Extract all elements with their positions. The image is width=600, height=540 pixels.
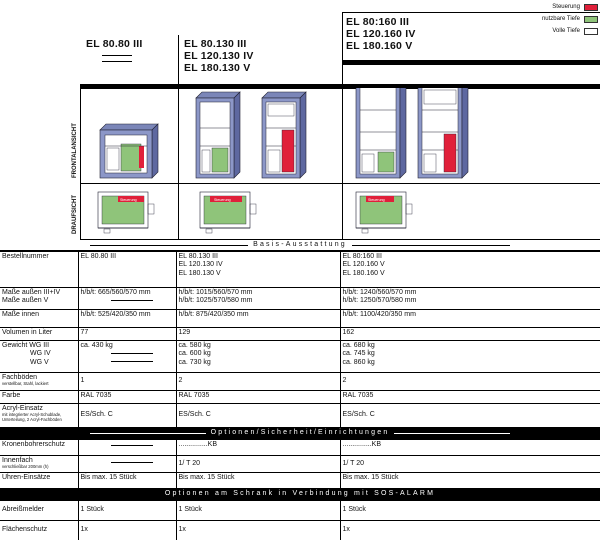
cell	[340, 252, 600, 288]
table-row	[0, 310, 600, 328]
cell: ES/Sch. C	[176, 404, 340, 428]
label-line: WG V	[30, 358, 49, 366]
cell-line: EL 180.130 V	[178, 269, 221, 277]
cell	[176, 252, 340, 288]
cell: 1 Stück	[78, 501, 176, 521]
label-line: Maße außen III+IV	[2, 289, 61, 296]
cell: 1x	[176, 521, 340, 540]
section-title: Optionen/Sicherheit/Einrichtungen	[206, 429, 395, 436]
cell	[78, 341, 176, 373]
cell	[176, 341, 340, 373]
cell: Bis max. 15 Stück	[78, 473, 176, 489]
divider	[102, 55, 132, 56]
table-row	[0, 373, 600, 391]
cell-line: EL 120.130 IV	[178, 261, 223, 269]
row-label: Bestellnummer	[0, 252, 78, 288]
topview-label: Steuerung	[368, 198, 385, 202]
row-label	[0, 456, 78, 473]
cabinet-front-col3-b	[418, 88, 468, 178]
table-row	[0, 501, 600, 521]
topview-label: Steuerung	[214, 198, 231, 202]
row-label: Kronenbohrerschutz	[0, 440, 78, 456]
label-sub: verstellbar, Stahl, lackiert	[2, 381, 49, 387]
cabinet-front-col1	[100, 124, 158, 178]
cell: 1/ T 20	[340, 456, 600, 473]
legend-label: nutzbare Tiefe	[541, 16, 580, 22]
cell: 1 Stück	[176, 501, 340, 521]
cell: 162	[340, 328, 600, 341]
cell: RAL 7035	[176, 391, 340, 404]
row-label: Abreißmelder	[0, 501, 78, 521]
model-col1	[86, 38, 143, 62]
divider	[111, 462, 153, 463]
cell-line: EL 80:160 III	[342, 253, 382, 260]
cell: Bis max. 15 Stück	[340, 473, 600, 489]
row-label: Volumen in Liter	[0, 328, 78, 341]
model-name: EL 80.130 III	[184, 38, 247, 50]
table-row	[0, 391, 600, 404]
table-row	[0, 440, 600, 456]
cell: h/b/t: 875/420/350 mm	[176, 310, 340, 328]
divider	[178, 35, 179, 87]
section-title: Optionen am Schrank in Verbindung mit SOS-ALARM	[160, 490, 440, 497]
cell-line: EL 80.130 III	[178, 253, 218, 260]
cell-line: ca. 600 kg	[178, 350, 211, 358]
cell: RAL 7035	[340, 391, 600, 404]
cell	[340, 341, 600, 373]
label-sub: verschließbar 200mm (h)	[2, 464, 49, 470]
model-header	[0, 0, 600, 88]
table-row	[0, 328, 600, 341]
row-label: Uhren-Einsätze	[0, 473, 78, 489]
cell: 2	[176, 373, 340, 391]
label-line: Acryl-Einsatz	[2, 405, 43, 412]
cell: 1	[78, 373, 176, 391]
table-row	[0, 456, 600, 473]
cell-line: h/b/t: 665/560/570 mm	[80, 289, 151, 296]
model-name: EL 180.130 V	[184, 62, 251, 74]
legend-label: Steuerung	[552, 4, 580, 10]
header-bar	[342, 60, 600, 65]
cell-line: ca. 430 kg	[80, 342, 113, 349]
model-name: EL 180.160 V	[346, 40, 413, 52]
section-title: Basis-Ausstattung	[248, 241, 352, 248]
cell: ES/Sch. C	[340, 404, 600, 428]
section-basis	[0, 240, 600, 252]
table-row	[0, 252, 600, 288]
cell-line: h/b/t: 1025/570/580 mm	[178, 297, 253, 305]
row-label	[0, 288, 78, 310]
label-line: Fachböden	[2, 374, 38, 381]
cell-line: EL 180.160 V	[342, 269, 385, 277]
cell: EL 80.80 III	[78, 252, 176, 288]
cabinet-front-col3-a	[356, 88, 406, 178]
cell-line: ca. 860 kg	[342, 358, 375, 366]
cell: h/b/t: 1100/420/350 mm	[340, 310, 600, 328]
cell: 129	[176, 328, 340, 341]
model-name: EL 80:160 III	[346, 16, 410, 28]
legend-label: Volle Tiefe	[552, 28, 580, 34]
cell-line: ca. 730 kg	[178, 358, 211, 366]
cabinet-front-col2-b	[262, 92, 306, 178]
row-label: Farbe	[0, 391, 78, 404]
label-line: Innenfach	[2, 457, 33, 464]
side-label-front: FRONTALANSICHT	[72, 123, 78, 178]
section-sos	[0, 489, 600, 501]
model-name: EL 80.80 III	[86, 38, 143, 50]
table-row	[0, 473, 600, 489]
cell	[78, 288, 176, 310]
label-line: Maße außen V	[2, 297, 49, 305]
cell: 1x	[78, 521, 176, 540]
model-col3	[346, 16, 416, 52]
divider	[111, 353, 153, 354]
model-name: EL 120.160 IV	[346, 28, 416, 40]
row-label	[0, 373, 78, 391]
table-row	[0, 404, 600, 428]
cell: ...............KB	[176, 440, 340, 456]
cell: 1x	[340, 521, 600, 540]
row-label: Maße innen	[0, 310, 78, 328]
cell-line: EL 120.160 V	[342, 261, 385, 269]
cell	[78, 456, 176, 473]
model-col2	[184, 38, 254, 74]
label-sub: mit integrierter Acryl-Schublade, Unterteilung, 2 Acryl-Fachböden	[2, 412, 62, 423]
divider	[342, 12, 343, 87]
divider	[342, 12, 600, 13]
divider	[102, 61, 132, 62]
section-optionen	[0, 428, 600, 440]
cell: Bis max. 15 Stück	[176, 473, 340, 489]
row-label	[0, 341, 78, 373]
side-label-top: DRAUFSICHT	[72, 195, 78, 234]
cell: 77	[78, 328, 176, 341]
cabinet-front-col2-a	[196, 92, 240, 178]
cabinet-drawings	[0, 88, 600, 240]
cell: 1/ T 20	[176, 456, 340, 473]
divider	[111, 300, 153, 301]
cell-line: ca. 745 kg	[342, 350, 375, 358]
label-line: WG IV	[30, 350, 51, 358]
drawings-area	[0, 88, 600, 240]
cell-line: ca. 680 kg	[342, 342, 375, 349]
cell: RAL 7035	[78, 391, 176, 404]
row-label	[0, 404, 78, 428]
cell	[78, 440, 176, 456]
model-name: EL 120.130 IV	[184, 50, 254, 62]
divider	[111, 445, 153, 446]
cell-line: h/b/t: 1250/570/580 mm	[342, 297, 417, 305]
cell: 2	[340, 373, 600, 391]
label-line: Gewicht WG III	[2, 342, 50, 349]
table-row	[0, 521, 600, 540]
cell: h/b/t: 525/420/350 mm	[78, 310, 176, 328]
cell-line: ca. 580 kg	[178, 342, 211, 349]
cell: ES/Sch. C	[78, 404, 176, 428]
cell: 1 Stück	[340, 501, 600, 521]
cell: ...............KB	[340, 440, 600, 456]
cell-line: h/b/t: 1240/560/570 mm	[342, 289, 417, 296]
cell	[340, 288, 600, 310]
table-row	[0, 341, 600, 373]
topview-label: Steuerung	[120, 198, 137, 202]
row-label: Flächenschutz	[0, 521, 78, 540]
cell	[176, 288, 340, 310]
spec-table	[0, 240, 600, 540]
divider	[111, 361, 153, 362]
table-row	[0, 288, 600, 310]
cell-line: h/b/t: 1015/560/570 mm	[178, 289, 253, 296]
